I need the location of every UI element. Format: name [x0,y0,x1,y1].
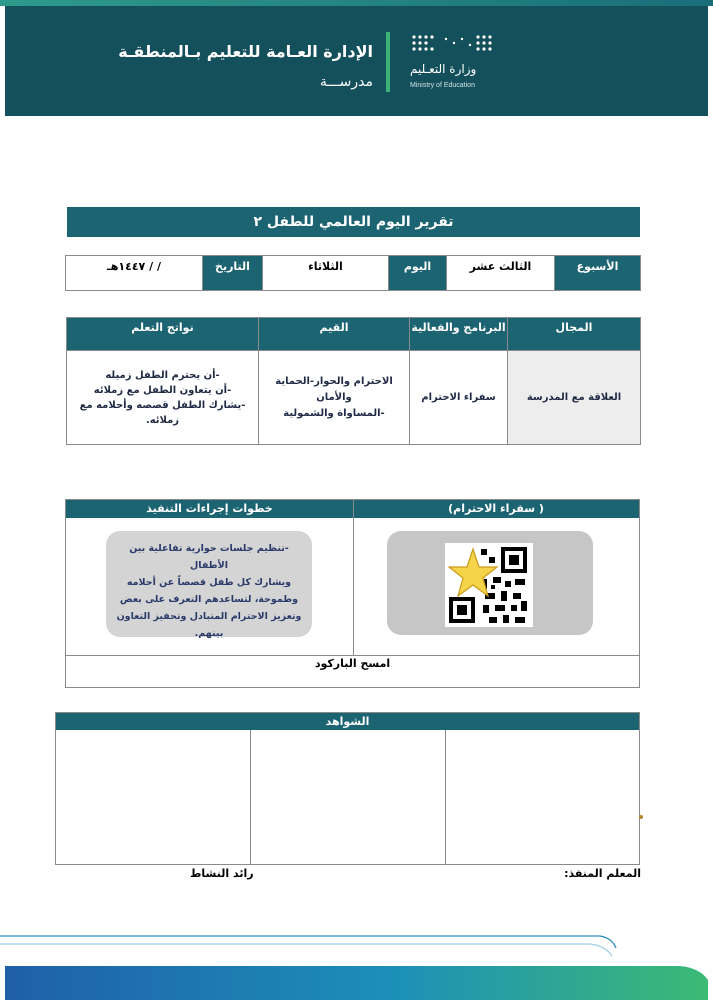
values-line: -المساواة والشمولية [283,407,385,419]
week-label: الأسبوع [555,256,641,291]
administration-title: الإدارة العـامة للتعليم بـالمنطقـة [118,42,373,61]
outcomes-cell [67,351,259,445]
ministry-name-arabic: وزارة التعـليم [410,62,477,76]
values-line: الاحترام والحوار-الحماية والأمان [275,375,393,403]
footer-wave-decoration [0,930,713,1000]
evidence-section [55,712,640,865]
program-cell: سفراء الاحترام [410,351,508,445]
activity-header: ( سفراء الاحترام) [353,500,639,518]
step-line: وتعزيز الاحترام المتبادل وتحفيز التعاون [116,611,302,622]
evidence-divider [445,730,446,865]
ministry-logo-icon [410,33,492,57]
section-divider [66,655,639,656]
outcome-line: -أن يحترم الطفل زميله [105,369,220,381]
header-values: القيم [259,318,410,351]
qr-panel [387,531,593,635]
step-line: بينهم. [194,628,224,639]
header-program: البرنامج والفعالية [410,318,508,351]
evidence-divider [250,730,251,865]
header-divider [386,32,390,92]
field-cell: العلاقة مع المدرسة [508,351,641,445]
decorative-dot [639,815,643,819]
date-label: التاريخ [203,256,263,291]
day-value: الثلاثاء [263,256,389,291]
step-line: ويشارك كل طفل قصصاً عن أحلامه [126,577,292,588]
step-line: -تنظيم جلسات حوارية تفاعلية بين الأطفال [129,543,289,571]
header-outcomes: نواتج التعلم [67,318,259,351]
outcome-line: زملائه. [145,414,180,426]
evidence-header: الشواهد [56,713,639,730]
outcome-line: -أن يتعاون الطفل مع زملائه [93,384,232,396]
header-field: المجال [508,318,641,351]
teacher-signature-label: المعلم المنفذ: [564,867,641,880]
report-title: تقرير اليوم العالمي للطفل ٢ [67,207,640,237]
week-value: الثالث عشر [447,256,555,291]
steps-bubble [106,531,312,637]
info-table [65,255,641,291]
qr-code-icon[interactable] [445,543,533,627]
step-line: وطموحة، لتساعدهم التعرف على بعض [119,594,299,605]
outcome-line: -يشارك الطفل قصصه وأحلامه مع [79,399,246,411]
school-name: مدرســـة [319,74,373,90]
section-divider [353,500,354,655]
execution-section [65,499,640,688]
letterhead [5,6,708,116]
day-label: اليوم [389,256,447,291]
values-cell [259,351,410,445]
activity-leader-label: رائد النشاط [190,867,254,880]
steps-header: خطوات إجراءات التنفيذ [66,500,353,518]
scan-barcode-label: امسح الباركود [314,657,391,670]
ministry-name-english: Ministry of Education [410,82,475,89]
program-table [66,317,641,445]
date-value: / / ١٤٤٧هـ [66,256,203,291]
